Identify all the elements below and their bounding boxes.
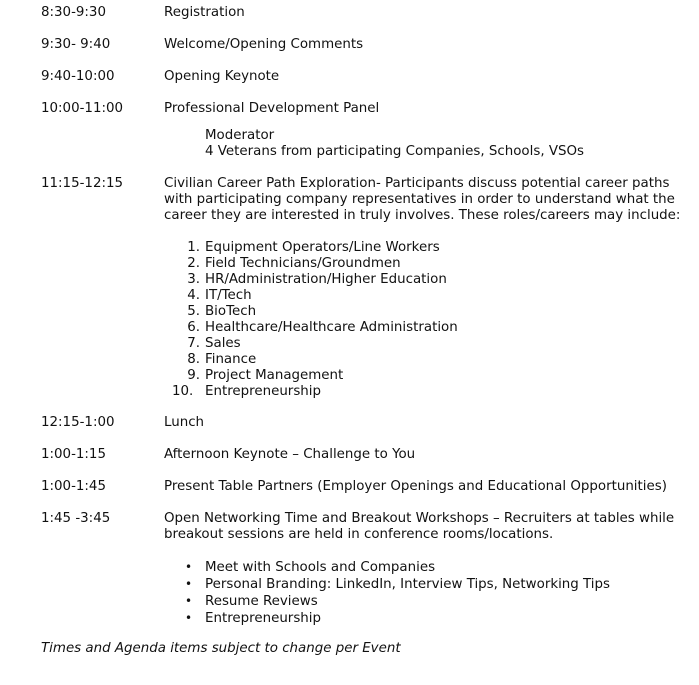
list-item [164, 256, 458, 272]
list-number: 9. [187, 368, 200, 383]
list-label: Personal Branding: LinkedIn, Interview Tips, Networking Tips [205, 577, 611, 592]
agenda-title: Registration [164, 5, 245, 20]
list-item [164, 304, 458, 320]
agenda-title: Opening Keynote [164, 69, 280, 84]
list-number: 7. [187, 336, 200, 351]
list-number: 5. [187, 304, 200, 319]
agenda-time: 1:00-1:45 [41, 479, 106, 494]
list-item [164, 320, 458, 336]
agenda-title: Professional Development Panel [164, 101, 380, 116]
agenda-title: Open Networking Time and Breakout Workshops – Recruiters at tables while breakout sessions are held in conference rooms/locations. [164, 511, 675, 542]
list-label: Entrepreneurship [205, 384, 321, 399]
agenda-title: Civilian Career Path Exploration- Participants discuss potential career paths with participating company representatives in order to understand what the career they are interested in truly involves. These roles/careers may include: [164, 176, 681, 223]
list-label: Equipment Operators/Line Workers [205, 240, 440, 255]
agenda-title: Welcome/Opening Comments [164, 37, 364, 52]
list-item [164, 384, 458, 400]
list-item [164, 288, 458, 304]
agenda-time: 10:00-11:00 [41, 101, 124, 116]
agenda-time: 12:15-1:00 [41, 415, 115, 430]
list-item [164, 352, 458, 368]
bullet-icon: • [185, 611, 193, 625]
panel-veterans: 4 Veterans from participating Companies, Schools, VSOs [205, 144, 585, 159]
agenda-time: 9:40-10:00 [41, 69, 115, 84]
bullet-icon: • [185, 560, 193, 574]
agenda-time: 9:30- 9:40 [41, 37, 111, 52]
list-number: 6. [187, 320, 200, 335]
panel-moderator: Moderator [205, 128, 275, 143]
agenda-title: Present Table Partners (Employer Openings and Educational Opportunities) [164, 479, 667, 494]
list-item [164, 610, 610, 627]
list-number: 3. [187, 272, 200, 287]
list-label: Finance [205, 352, 257, 367]
list-label: Sales [205, 336, 241, 351]
list-item [164, 559, 610, 576]
list-item [164, 240, 458, 256]
footer-note: Times and Agenda items subject to change per Event [41, 641, 401, 656]
list-item [164, 593, 610, 610]
list-label: Field Technicians/Groundmen [205, 256, 401, 271]
bullet-icon: • [185, 577, 193, 591]
list-label: Project Management [205, 368, 344, 383]
list-item [164, 368, 458, 384]
agenda-time: 11:15-12:15 [41, 176, 124, 191]
list-label: Meet with Schools and Companies [205, 560, 436, 575]
list-item [164, 336, 458, 352]
list-item [164, 576, 610, 593]
list-label: IT/Tech [205, 288, 252, 303]
agenda-time: 1:45 -3:45 [41, 511, 111, 526]
agenda-title: Lunch [164, 415, 205, 430]
agenda-time: 1:00-1:15 [41, 447, 106, 462]
list-label: BioTech [205, 304, 257, 319]
agenda-time: 8:30-9:30 [41, 5, 106, 20]
list-label: Entrepreneurship [205, 611, 321, 626]
agenda-title: Afternoon Keynote – Challenge to You [164, 447, 416, 462]
list-number: 1. [187, 240, 200, 255]
list-label: Healthcare/Healthcare Administration [205, 320, 458, 335]
list-item [164, 272, 458, 288]
list-number: 10. [172, 384, 194, 399]
career-list [164, 240, 458, 400]
list-number: 2. [187, 256, 200, 271]
list-label: Resume Reviews [205, 594, 318, 609]
list-number: 8. [187, 352, 200, 367]
list-number: 4. [187, 288, 200, 303]
workshop-list [164, 559, 610, 627]
bullet-icon: • [185, 594, 193, 608]
list-label: HR/Administration/Higher Education [205, 272, 447, 287]
